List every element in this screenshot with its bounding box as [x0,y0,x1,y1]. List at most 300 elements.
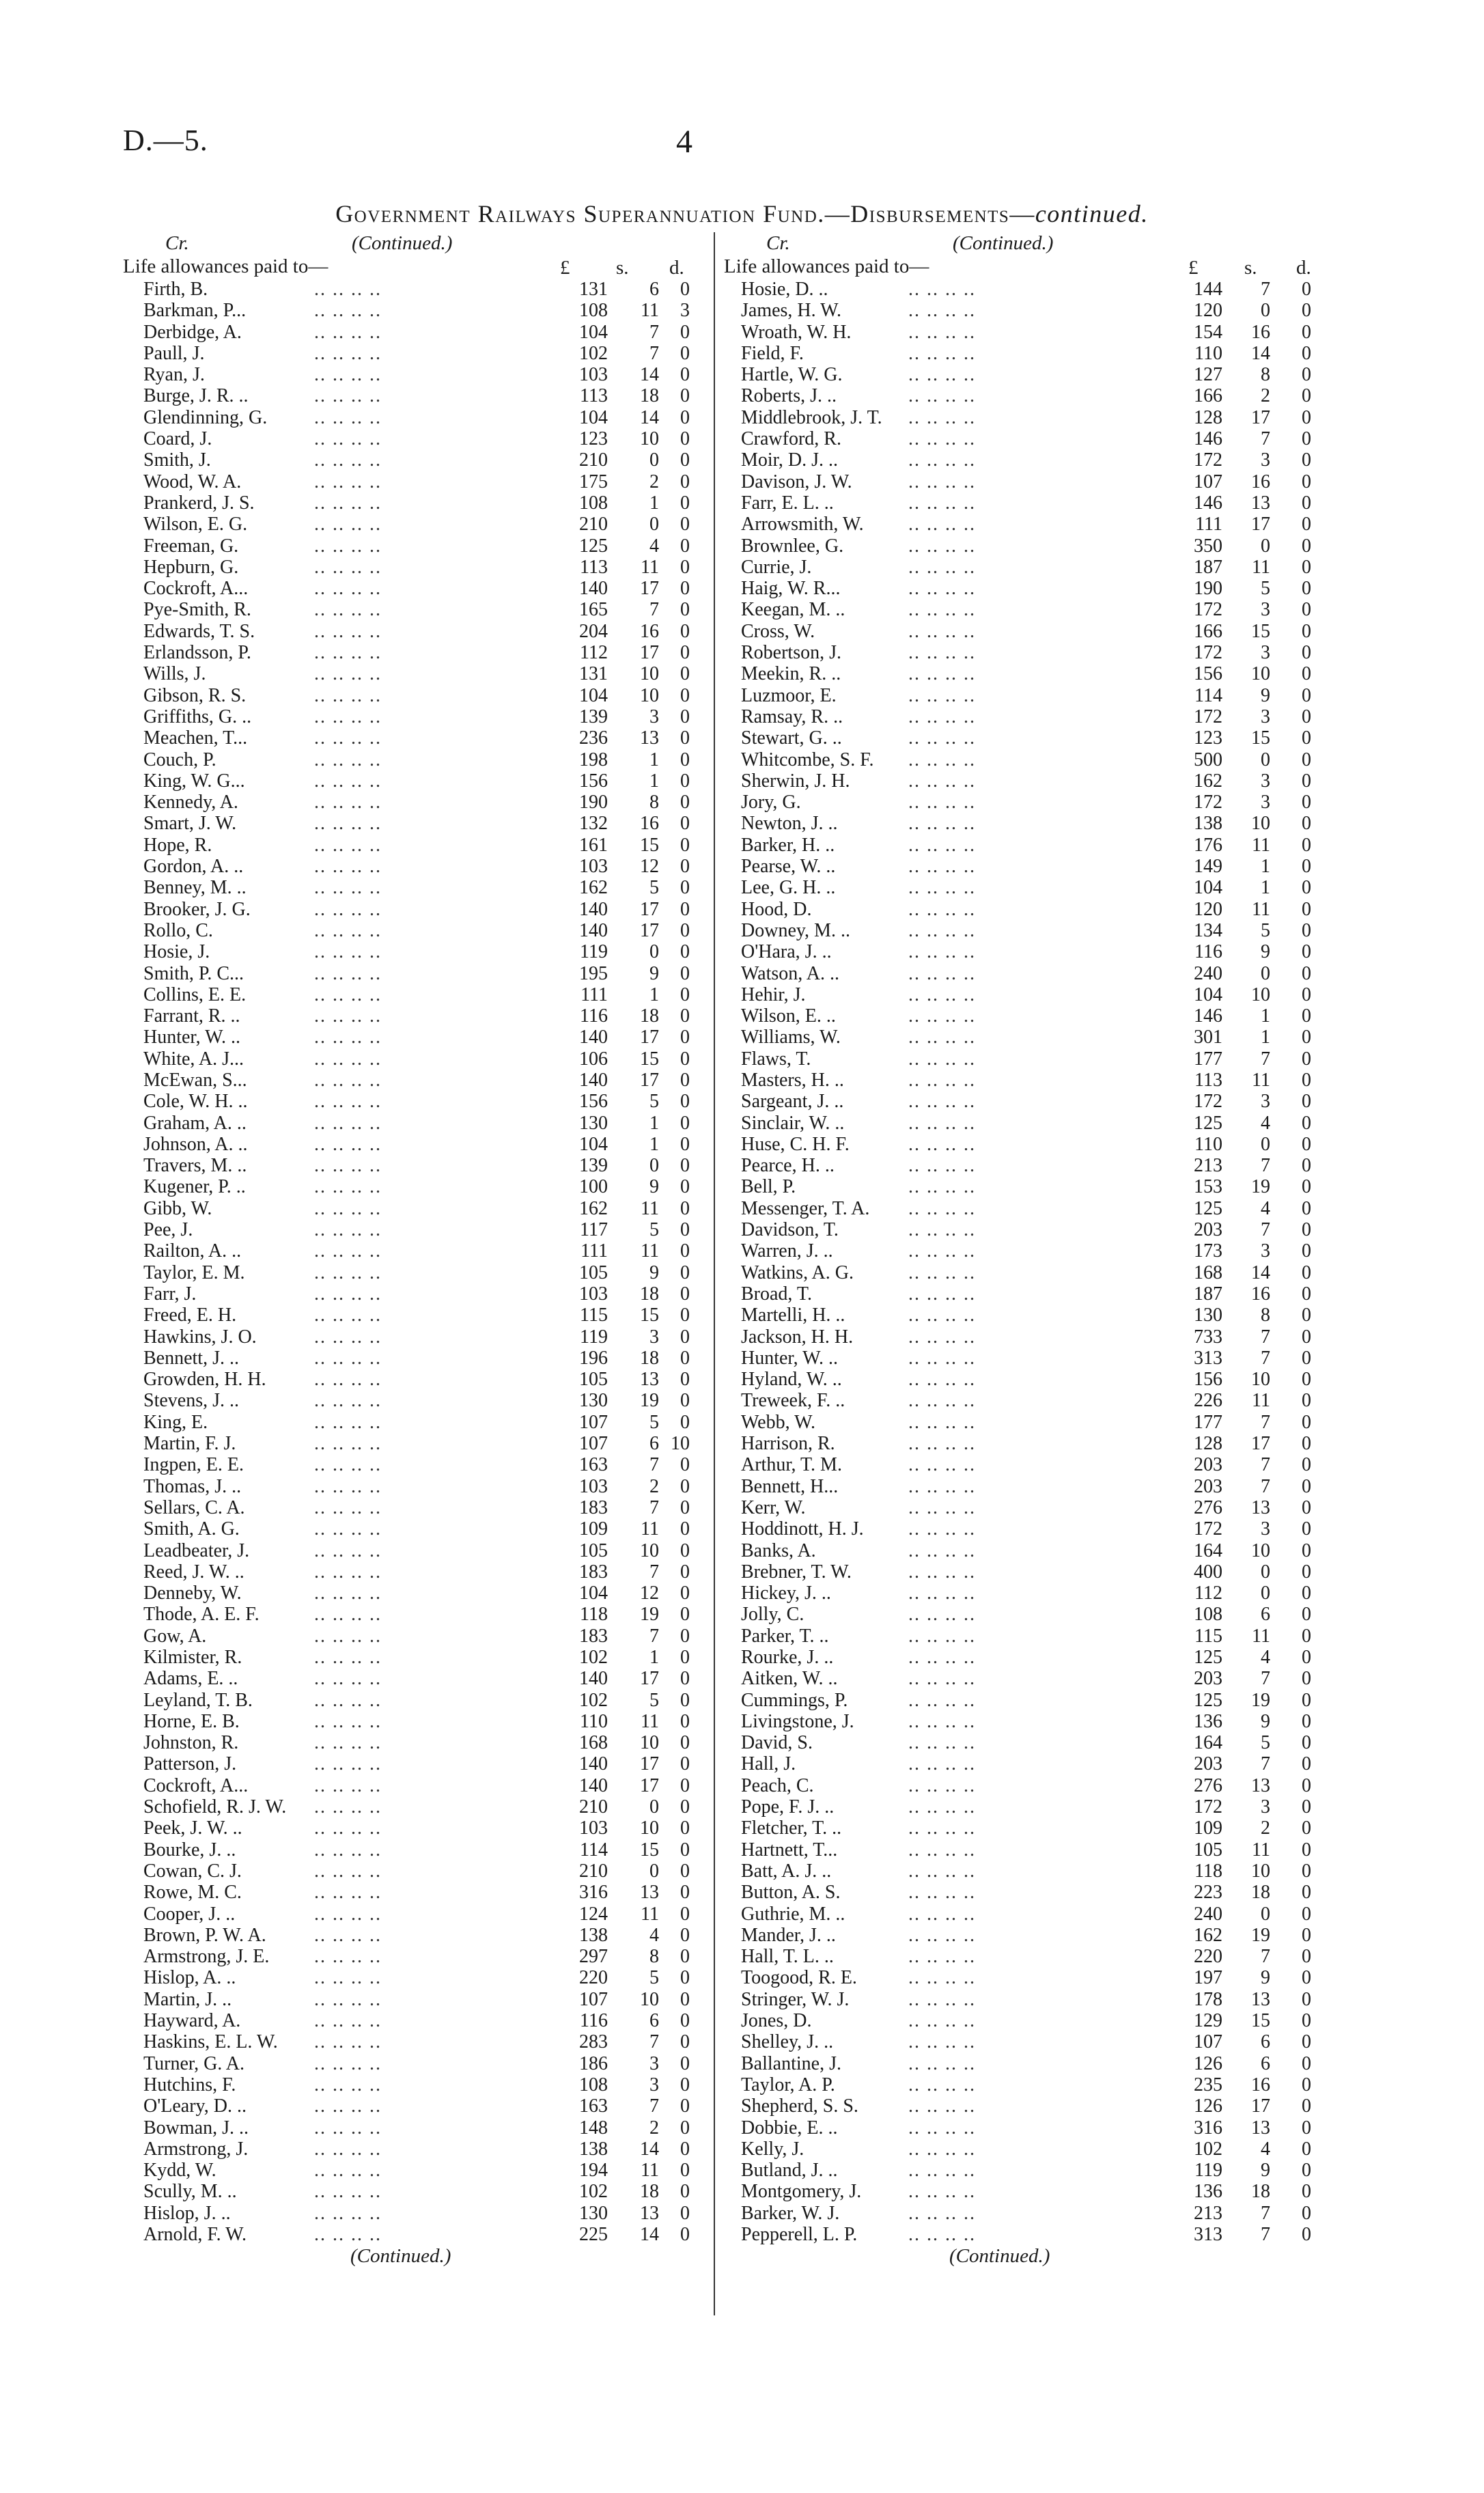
amount-shillings: 18 [640,1283,659,1305]
allowee-name: Barker, W. J. [741,2202,840,2224]
leader-dots: .. .. .. .. [908,962,976,984]
allowee-name: Stringer, W. J. [741,1988,850,2010]
table-row [123,364,710,385]
leader-dots: .. .. .. .. [908,1668,976,1690]
amount-pence: 0 [680,1710,690,1732]
amount-pence: 0 [1302,1283,1311,1305]
allowee-name: Hepburn, G. [143,556,239,578]
amount-pounds: 117 [580,1219,608,1241]
amount-pounds: 190 [579,792,608,813]
leader-dots: .. .. .. .. [908,1048,976,1070]
amount-pence: 0 [680,1176,690,1198]
amount-pence: 0 [1302,962,1311,984]
allowee-name: Reed, J. W. .. [143,1561,244,1583]
leader-dots: .. .. .. .. [908,1839,976,1861]
amount-shillings: 5 [649,1219,659,1241]
amount-pence: 0 [1302,1753,1311,1775]
leader-dots: .. .. .. .. [908,684,976,706]
amount-pounds: 400 [1194,1561,1222,1583]
amount-pence: 0 [1302,2138,1311,2160]
pence-header: d. [1296,257,1311,279]
allowee-name: Cummings, P. [741,1689,848,1711]
allowee-name: O'Leary, D. .. [143,2095,247,2117]
allowee-name: Armstrong, J. [143,2138,249,2160]
amount-pence: 0 [680,1882,690,1904]
allowee-name: Bennett, H... [741,1475,839,1497]
allowee-name: Meachen, T... [143,727,248,749]
leader-dots: .. .. .. .. [314,792,382,813]
amount-shillings: 5 [1261,1732,1270,1754]
table-row [123,428,710,449]
amount-pounds: 146 [1194,492,1222,514]
amount-pence: 0 [680,1924,690,1946]
amount-pounds: 168 [579,1732,608,1754]
allowee-name: Lee, G. H. .. [741,877,836,899]
leader-dots: .. .. .. .. [908,1069,976,1091]
leader-dots: .. .. .. .. [314,1604,382,1626]
amount-shillings: 19 [1251,1176,1270,1198]
table-row [724,578,1311,599]
amount-shillings: 3 [1261,706,1270,727]
table-row [123,1583,710,1604]
table-row [724,1048,1311,1070]
leader-dots: .. .. .. .. [908,834,976,856]
leader-dots: .. .. .. .. [314,1583,382,1604]
leader-dots: .. .. .. .. [908,1561,976,1583]
table-row [724,835,1311,856]
table-row [123,535,710,557]
amount-pounds: 125 [579,535,608,557]
allowee-name: Ingpen, E. E. [143,1454,244,1476]
allowee-name: Moir, D. J. .. [741,449,838,471]
leader-dots: .. .. .. .. [314,449,382,471]
amount-pence: 0 [1302,1518,1311,1540]
amount-pounds: 113 [580,556,608,578]
allowee-name: Hall, T. L. .. [741,1946,834,1968]
allowee-name: Railton, A. .. [143,1240,242,1262]
amount-pence: 0 [1302,535,1311,557]
allowance-table-left [123,279,710,2245]
allowee-name: Hunter, W. .. [741,1347,838,1369]
amount-pounds: 105 [1194,1839,1222,1861]
amount-shillings: 7 [649,1561,659,1583]
table-row [724,1497,1311,1518]
leader-dots: .. .. .. .. [314,2052,382,2074]
allowee-name: Arrowsmith, W. [741,514,864,535]
table-row [724,1925,1311,1946]
amount-pounds: 183 [579,1625,608,1647]
shillings-header: s. [616,257,629,279]
amount-pounds: 120 [1194,300,1222,322]
amount-pounds: 123 [1194,727,1222,749]
amount-pounds: 116 [580,1005,608,1027]
allowee-name: Hunter, W. .. [143,1027,240,1048]
table-row [724,1262,1311,1283]
amount-pence: 0 [680,1262,690,1283]
amount-pounds: 108 [579,492,608,514]
title-main: Government Railways Superannuation Fund.—Disbursements— [335,200,1035,227]
amount-shillings: 3 [649,2074,659,2095]
amount-pence: 0 [680,749,690,770]
amount-pence: 0 [680,1454,690,1476]
leader-dots: .. .. .. .. [314,620,382,642]
leader-dots: .. .. .. .. [314,813,382,835]
table-row [123,492,710,514]
table-row [123,792,710,813]
table-row [123,322,710,343]
table-row [724,2074,1311,2095]
amount-pounds: 168 [1194,1262,1222,1283]
amount-shillings: 6 [649,2010,659,2032]
leader-dots: .. .. .. .. [314,727,382,749]
amount-pence: 0 [680,364,690,386]
amount-pence: 0 [1302,1625,1311,1647]
leader-dots: .. .. .. .. [314,1133,382,1155]
amount-pence: 0 [680,1668,690,1690]
table-row [123,984,710,1005]
leader-dots: .. .. .. .. [908,279,976,300]
allowee-name: Keegan, M. .. [741,599,845,621]
table-row [724,749,1311,770]
allowee-name: Hawkins, J. O. [143,1326,257,1348]
allowee-name: Cole, W. H. .. [143,1091,248,1113]
table-row [123,899,710,920]
leader-dots: .. .. .. .. [908,1988,976,2010]
allowee-name: Gow, A. [143,1625,207,1647]
table-row [123,1433,710,1454]
amount-shillings: 9 [1261,684,1270,706]
table-row [123,856,710,877]
amount-pounds: 112 [580,642,608,664]
amount-pounds: 130 [579,1390,608,1412]
amount-shillings: 0 [649,941,659,963]
amount-shillings: 0 [1261,749,1270,770]
amount-pounds: 301 [1194,1027,1222,1048]
allowee-name: Leyland, T. B. [143,1689,253,1711]
amount-shillings: 18 [1251,1882,1270,1904]
leader-dots: .. .. .. .. [908,364,976,386]
amount-pence: 0 [1302,898,1311,920]
allowee-name: Adams, E. .. [143,1668,238,1690]
table-row [123,1604,710,1625]
leader-dots: .. .. .. .. [314,1454,382,1476]
allowee-name: Cooper, J. .. [143,1903,236,1925]
amount-shillings: 7 [1261,1219,1270,1241]
allowee-name: Mander, J. .. [741,1924,836,1946]
amount-pence: 0 [680,514,690,535]
allowee-name: Smith, A. G. [143,1518,240,1540]
table-row [123,300,710,321]
leader-dots: .. .. .. .. [314,406,382,428]
amount-pounds: 166 [1194,620,1222,642]
amount-pounds: 172 [1194,1518,1222,1540]
amount-shillings: 11 [1252,1625,1270,1647]
leader-dots: .. .. .. .. [908,578,976,600]
amount-pounds: 187 [1194,1283,1222,1305]
leader-dots: .. .. .. .. [908,770,976,792]
amount-pence: 0 [1302,1774,1311,1796]
amount-shillings: 9 [1261,1710,1270,1732]
allowee-name: Barker, H. .. [741,834,835,856]
amount-pounds: 210 [579,514,608,535]
amount-pounds: 111 [1195,514,1222,535]
amount-pence: 0 [1302,706,1311,727]
amount-pounds: 203 [1194,1454,1222,1476]
leader-dots: .. .. .. .. [908,1005,976,1027]
table-row [123,1882,710,1903]
amount-pence: 0 [1302,620,1311,642]
table-row [123,2053,710,2074]
allowee-name: Pee, J. [143,1219,193,1241]
amount-pence: 0 [680,1732,690,1754]
amount-pounds: 172 [1194,599,1222,621]
leader-dots: .. .. .. .. [908,514,976,535]
allowee-name: Collins, E. E. [143,984,247,1005]
allowee-name: Hutchins, F. [143,2074,236,2095]
amount-shillings: 15 [1251,620,1270,642]
amount-pence: 0 [680,941,690,963]
leader-dots: .. .. .. .. [314,2010,382,2032]
amount-shillings: 19 [640,1390,659,1412]
amount-pence: 0 [680,984,690,1005]
amount-shillings: 3 [1261,1796,1270,1818]
amount-shillings: 18 [640,385,659,407]
leader-dots: .. .. .. .. [314,1496,382,1518]
table-row [123,599,710,620]
amount-shillings: 5 [1261,919,1270,941]
amount-pence: 0 [680,1689,690,1711]
amount-pence: 0 [1302,2095,1311,2117]
allowee-name: Brooker, J. G. [143,898,251,920]
amount-shillings: 14 [1251,342,1270,364]
leader-dots: .. .. .. .. [908,2052,976,2074]
amount-shillings: 8 [649,1946,659,1968]
amount-pence: 0 [1302,1091,1311,1113]
amount-pounds: 210 [579,1860,608,1882]
amount-pounds: 173 [1194,1240,1222,1262]
leader-dots: .. .. .. .. [908,1219,976,1241]
leader-dots: .. .. .. .. [314,1946,382,1968]
allowee-name: Cockroft, A... [143,1774,249,1796]
amount-pounds: 114 [580,1839,608,1861]
allowee-name: Hartnett, T... [741,1839,838,1861]
table-row [724,1176,1311,1197]
table-row [724,1668,1311,1689]
allowee-name: Taylor, E. M. [143,1262,245,1283]
table-row [123,2010,710,2031]
allowee-name: Rollo, C. [143,919,213,941]
allowee-name: Montgomery, J. [741,2181,862,2203]
table-row [724,1540,1311,1561]
allowee-name: Sargeant, J. .. [741,1091,844,1113]
table-row [724,1796,1311,1817]
leader-dots: .. .. .. .. [908,1027,976,1048]
allowee-name: Middlebrook, J. T. [741,406,882,428]
allowee-name: Watkins, A. G. [741,1262,854,1283]
table-row [123,1904,710,1925]
amount-pounds: 107 [579,1411,608,1433]
leader-dots: .. .. .. .. [908,2202,976,2224]
page-number: 4 [676,124,692,160]
leader-dots: .. .. .. .. [314,514,382,535]
amount-shillings: 10 [1251,813,1270,835]
leader-dots: .. .. .. .. [314,1155,382,1177]
allowee-name: Kydd, W. [143,2160,216,2182]
table-row [724,1626,1311,1647]
leader-dots: .. .. .. .. [314,578,382,600]
table-row [724,1604,1311,1625]
leader-dots: .. .. .. .. [908,428,976,450]
allowee-name: Derbidge, A. [143,321,242,343]
amount-pounds: 154 [1194,321,1222,343]
table-row [724,1882,1311,1903]
column-footer [724,2245,1311,2268]
amount-shillings: 1 [649,1133,659,1155]
amount-pounds: 163 [579,2095,608,2117]
amount-shillings: 11 [1252,556,1270,578]
amount-pounds: 172 [1194,449,1222,471]
amount-shillings: 15 [640,1839,659,1861]
amount-pounds: 113 [580,385,608,407]
leader-dots: .. .. .. .. [908,1283,976,1305]
amount-pounds: 110 [1194,342,1222,364]
leader-dots: .. .. .. .. [908,1390,976,1412]
amount-pence: 0 [680,834,690,856]
amount-shillings: 13 [1251,1988,1270,2010]
leader-dots: .. .. .. .. [908,2224,976,2246]
amount-shillings: 14 [1251,1262,1270,1283]
table-row [123,279,710,300]
table-row [123,1796,710,1817]
amount-pounds: 118 [1194,1860,1222,1882]
amount-pounds: 111 [580,984,608,1005]
amount-shillings: 3 [649,706,659,727]
leader-dots: .. .. .. .. [314,1839,382,1861]
amount-pounds: 156 [1194,1369,1222,1391]
leader-dots: .. .. .. .. [314,962,382,984]
table-row [123,1518,710,1540]
leader-dots: .. .. .. .. [314,1988,382,2010]
allowee-name: Bourke, J. .. [143,1839,236,1861]
amount-pounds: 140 [579,1774,608,1796]
leader-dots: .. .. .. .. [314,1283,382,1305]
amount-pounds: 183 [579,1561,608,1583]
amount-pence: 0 [680,1155,690,1177]
amount-pounds: 120 [1194,898,1222,920]
table-row [123,813,710,834]
allowee-name: Parker, T. .. [741,1625,829,1647]
pounds-header: £ [560,257,570,279]
leader-dots: .. .. .. .. [314,877,382,899]
table-row [123,578,710,599]
allowee-name: Farr, E. L. .. [741,492,834,514]
table-row [123,1775,710,1796]
amount-pence: 0 [680,2117,690,2139]
allowee-name: Turner, G. A. [143,2052,244,2074]
amount-pence: 0 [680,770,690,792]
allowee-name: Martelli, H. .. [741,1305,845,1326]
amount-pence: 0 [680,1753,690,1775]
amount-shillings: 7 [649,599,659,621]
amount-pounds: 213 [1194,2202,1222,2224]
amount-pence: 0 [1302,1882,1311,1904]
allowee-name: Masters, H. .. [741,1069,844,1091]
table-row [123,1967,710,1988]
leader-dots: .. .. .. .. [908,1753,976,1775]
table-row [724,428,1311,449]
allowee-name: Burge, J. R. .. [143,385,249,407]
subheading-label: Life allowances paid to— [724,255,929,277]
leader-dots: .. .. .. .. [908,535,976,557]
allowee-name: Benney, M. .. [143,877,247,899]
leader-dots: .. .. .. .. [908,1475,976,1497]
leader-dots: .. .. .. .. [908,1903,976,1925]
allowee-name: Hickey, J. .. [741,1583,831,1604]
amount-shillings: 5 [649,1411,659,1433]
pounds-header: £ [1188,257,1199,279]
leader-dots: .. .. .. .. [908,984,976,1005]
continued-footer: (Continued.) [350,2245,451,2268]
amount-shillings: 4 [1261,2138,1270,2160]
allowee-name: Martin, F. J. [143,1433,236,1455]
table-row [123,1176,710,1197]
table-row [123,1348,710,1369]
amount-pence: 0 [680,1518,690,1540]
amount-shillings: 14 [640,2224,659,2246]
amount-shillings: 13 [1251,1496,1270,1518]
amount-shillings: 0 [1261,1903,1270,1925]
table-row [123,1946,710,1967]
table-row [724,1240,1311,1262]
amount-shillings: 16 [1251,1283,1270,1305]
amount-shillings: 15 [640,1305,659,1326]
leader-dots: .. .. .. .. [314,1732,382,1754]
amount-pounds: 149 [1194,856,1222,878]
leader-dots: .. .. .. .. [314,1689,382,1711]
amount-pounds: 176 [1194,834,1222,856]
amount-shillings: 6 [1261,2031,1270,2053]
leader-dots: .. .. .. .. [314,599,382,621]
leader-dots: .. .. .. .. [314,1411,382,1433]
amount-pence: 0 [1302,406,1311,428]
allowee-name: Warren, J. .. [741,1240,833,1262]
allowee-name: Butland, J. .. [741,2160,838,2182]
amount-shillings: 17 [640,642,659,664]
table-row [724,1433,1311,1454]
amount-shillings: 19 [1251,1689,1270,1711]
pence-header: d. [669,257,684,279]
allowee-name: Robertson, J. [741,642,841,664]
leader-dots: .. .. .. .. [314,1817,382,1839]
allowee-name: Wilson, E. .. [741,1005,836,1027]
amount-pounds: 220 [1194,1946,1222,1968]
amount-pence: 0 [680,1005,690,1027]
table-row [724,1454,1311,1475]
amount-shillings: 15 [1251,727,1270,749]
allowee-name: Newton, J. .. [741,813,838,835]
amount-shillings: 6 [1261,2052,1270,2074]
amount-shillings: 7 [1261,1155,1270,1177]
leader-dots: .. .. .. .. [314,1305,382,1326]
table-row [123,343,710,364]
table-row [724,492,1311,514]
table-row [724,1005,1311,1027]
allowee-name: Wills, J. [143,663,206,685]
table-row [123,449,710,471]
table-row [123,2031,710,2052]
table-row [724,706,1311,727]
amount-pounds: 136 [1194,1710,1222,1732]
